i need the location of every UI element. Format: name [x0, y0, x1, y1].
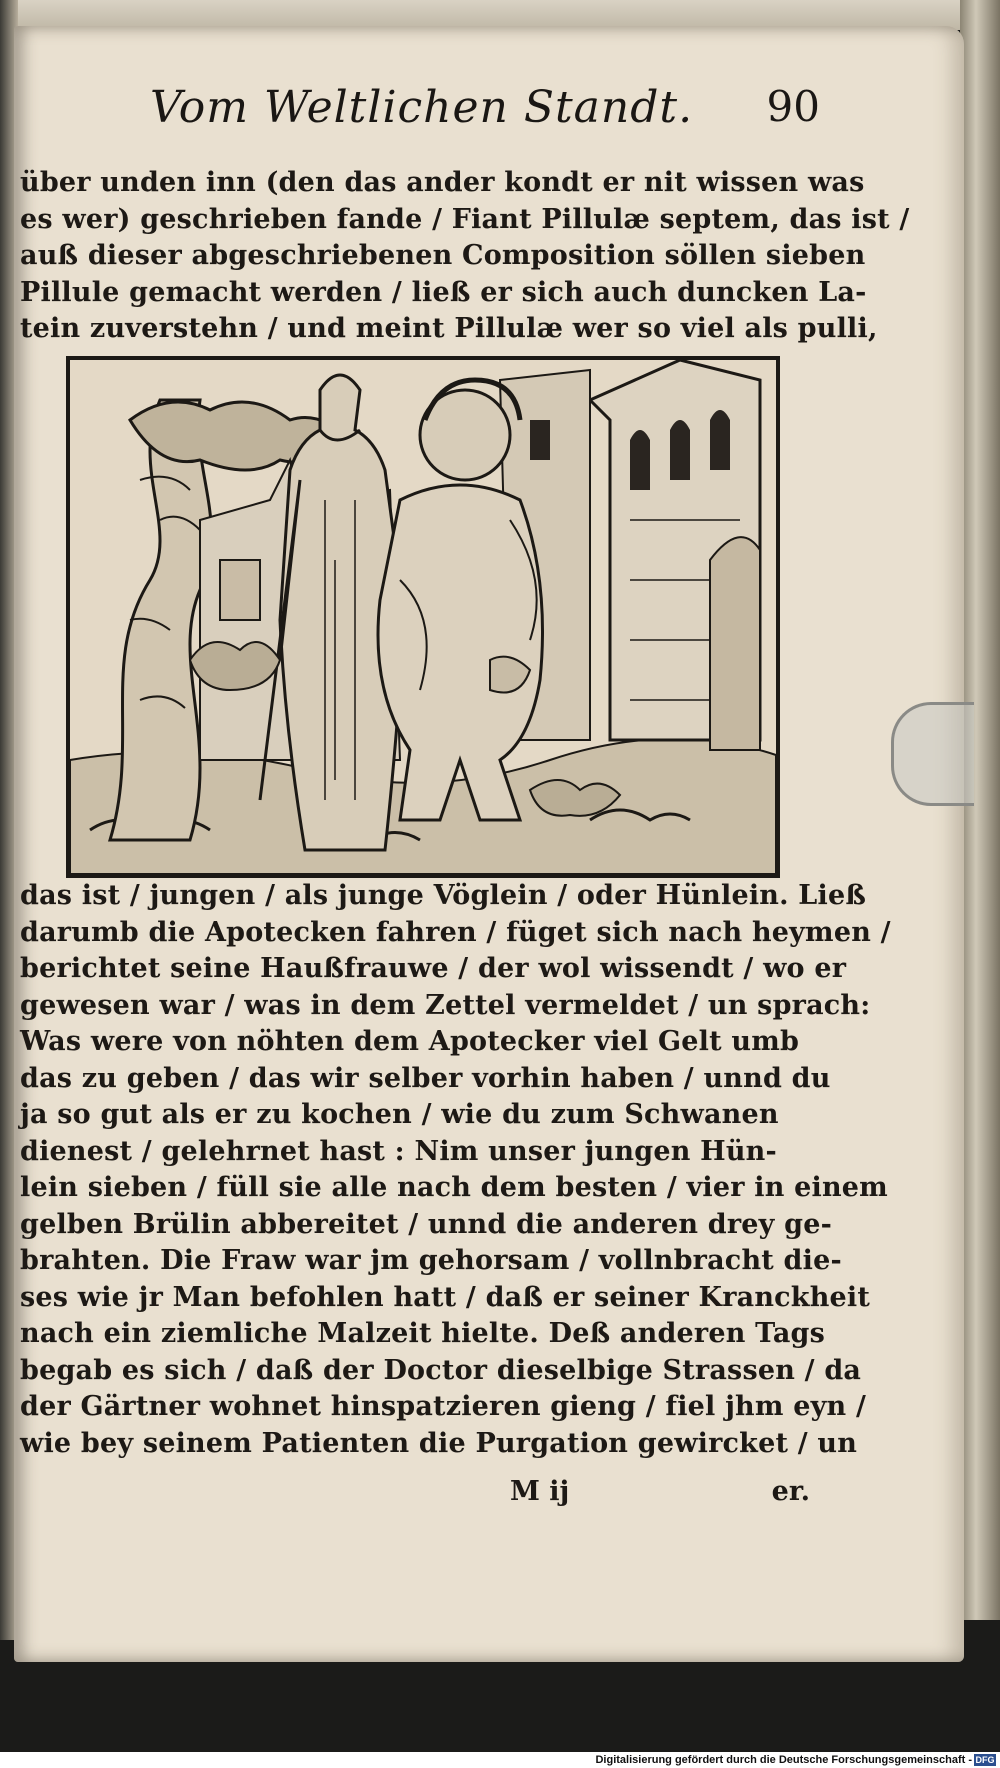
book-fore-edge	[960, 0, 1000, 1620]
text-line: dienest / gelehrnet hast : Nim unser jungen Hün-	[20, 1135, 777, 1167]
text-line: Was were von nöhten dem Apotecker viel Gelt umb	[20, 1026, 800, 1057]
text-line: wie bey seinem Patienten die Purgation gewircket / un	[20, 1427, 858, 1459]
text-line: brahten. Die Fraw war jm gehorsam / vollnbracht die-	[20, 1245, 842, 1276]
woodcut-image	[70, 360, 776, 874]
text-line: ses wie jr Man befohlen hatt / daß er seiner Kranckheit	[20, 1281, 871, 1313]
text-line: gewesen war / was in dem Zettel vermeldet / un sprach:	[20, 989, 871, 1021]
text-line: über unden inn (den das ander kondt er nit wissen was	[20, 167, 865, 198]
signature-mark: M ij	[510, 1476, 570, 1507]
text-line: das ist / jungen / als junge Vöglein / oder Hünlein. Ließ	[20, 880, 867, 911]
text-block-bottom	[20, 878, 891, 1462]
text-line: das zu geben / das wir selber vorhin haben / unnd du	[20, 1062, 831, 1094]
text-line: Pillule gemacht werden / ließ er sich auch duncken La-	[20, 276, 867, 308]
text-line: auß dieser abgeschriebenen Composition söllen sieben	[20, 240, 866, 271]
running-head: Vom Weltlichen Standt.	[150, 82, 694, 133]
text-line: berichtet seine Haußfrauwe / der wol wissendt / wo er	[20, 953, 847, 984]
text-line: tein zuverstehn / und meint Pillulæ wer so viel als pulli,	[20, 313, 878, 344]
dfg-logo: DFG	[975, 1755, 995, 1765]
text-line: darumb die Apotecken fahren / füget sich nach heymen /	[20, 916, 891, 948]
page-number: 90	[766, 82, 820, 131]
text-line: es wer) geschrieben fande / Fiant Pillulæ septem, das ist /	[20, 203, 910, 235]
catchword-line	[510, 1476, 810, 1516]
page-header	[130, 82, 820, 152]
text-block-top	[20, 165, 910, 348]
text-line: lein sieben / füll sie alle nach dem besten / vier in einem	[20, 1172, 888, 1203]
text-line: gelben Brülin abbereitet / unnd die anderen drey ge-	[20, 1208, 833, 1240]
text-line: begab es sich / daß der Doctor dieselbige Strassen / da	[20, 1354, 862, 1386]
digitization-credit: Digitalisierung gefördert durch die Deutsche Forschungsgemeinschaft -	[595, 1754, 972, 1766]
catchword: er.	[771, 1476, 810, 1507]
text-line: ja so gut als er zu kochen / wie du zum Schwanen	[20, 1099, 779, 1130]
woodcut-illustration	[66, 356, 780, 878]
text-line: nach ein ziemliche Malzeit hielte. Deß anderen Tags	[20, 1318, 826, 1349]
text-line: der Gärtner wohnet hinspatzieren gieng / fiel jhm eyn /	[20, 1391, 867, 1422]
page-clip	[891, 702, 974, 806]
